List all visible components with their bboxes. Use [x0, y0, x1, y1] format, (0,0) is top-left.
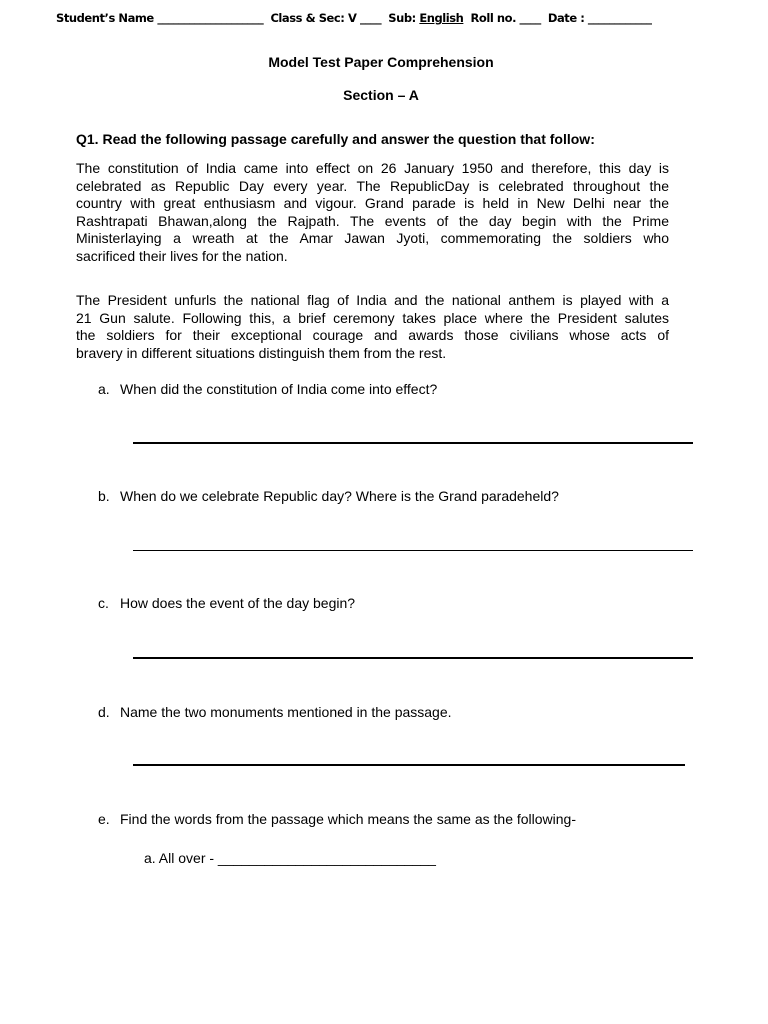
- passage-line: 21 Gun salute. Following this, a brief ceremony takes place where the President salutes: [76, 309, 669, 326]
- student-info-header: [56, 11, 652, 25]
- question-d: [98, 704, 452, 720]
- question-letter: a.: [98, 381, 110, 397]
- question-b: [98, 488, 559, 504]
- passage-line: The constitution of India came into effect on 26 January 1950 and therefore, this day is: [76, 160, 669, 176]
- subject-prefix: Sub:: [388, 11, 420, 25]
- passage-line: The President unfurls the national flag of India and the national anthem is played with a: [76, 292, 669, 308]
- subject-value: English: [419, 11, 464, 25]
- page-title: Model Test Paper Comprehension: [268, 54, 494, 70]
- question-e: [98, 811, 576, 827]
- question-text: Name the two monuments mentioned in the passage.: [120, 704, 452, 720]
- passage-paragraph-1: [76, 160, 669, 265]
- passage-line: the soldiers for their exceptional courage and awards those civilians whose acts of: [76, 327, 669, 343]
- date-field: Date : ____________: [547, 11, 652, 25]
- question-letter: e.: [98, 811, 110, 827]
- question-c: [98, 595, 355, 611]
- question-1-instruction: Q1. Read the following passage carefully and answer the question that follow:: [76, 131, 595, 147]
- question-text: How does the event of the day begin?: [120, 595, 356, 611]
- question-letter: c.: [98, 595, 109, 611]
- section-heading: Section – A: [343, 87, 419, 103]
- passage-line: Ministerlaying a wreath at the Amar Jawan Jyoti, commemorating the soldiers who: [76, 230, 669, 246]
- passage-line: celebrated as Republic Day every year. The RepublicDay is celebrated throughout the: [76, 177, 669, 194]
- answer-line-a[interactable]: [133, 442, 693, 444]
- passage-line: bravery in different situations distinguish them from the rest.: [76, 344, 447, 361]
- roll-number-field: Roll no. ____: [470, 11, 541, 25]
- question-a: [98, 381, 437, 397]
- student-name-field: Student’s Name ____________________: [56, 11, 264, 25]
- passage-paragraph-2: [76, 292, 669, 362]
- answer-line-d[interactable]: [133, 764, 685, 766]
- passage-line: country with great enthusiasm and vigour. Grand parade is held in New Delhi near the: [76, 195, 669, 211]
- question-text: When do we celebrate Republic day? Where is the Grand paradeheld?: [120, 488, 559, 504]
- passage-line: Rashtrapati Bhawan,along the Rajpath. The events of the day begin with the Prime: [76, 212, 669, 229]
- answer-line-c[interactable]: [133, 657, 693, 659]
- question-letter: d.: [98, 704, 110, 720]
- class-section-field: Class & Sec: V ____: [270, 11, 382, 25]
- synonym-item-a: a. All over - ____________________________: [144, 850, 436, 866]
- question-text: Find the words from the passage which means the same as the following-: [120, 811, 577, 827]
- passage-line: sacrificed their lives for the nation.: [76, 247, 288, 264]
- question-text: When did the constitution of India come into effect?: [120, 381, 438, 397]
- answer-line-b[interactable]: [133, 550, 693, 551]
- question-letter: b.: [98, 488, 110, 504]
